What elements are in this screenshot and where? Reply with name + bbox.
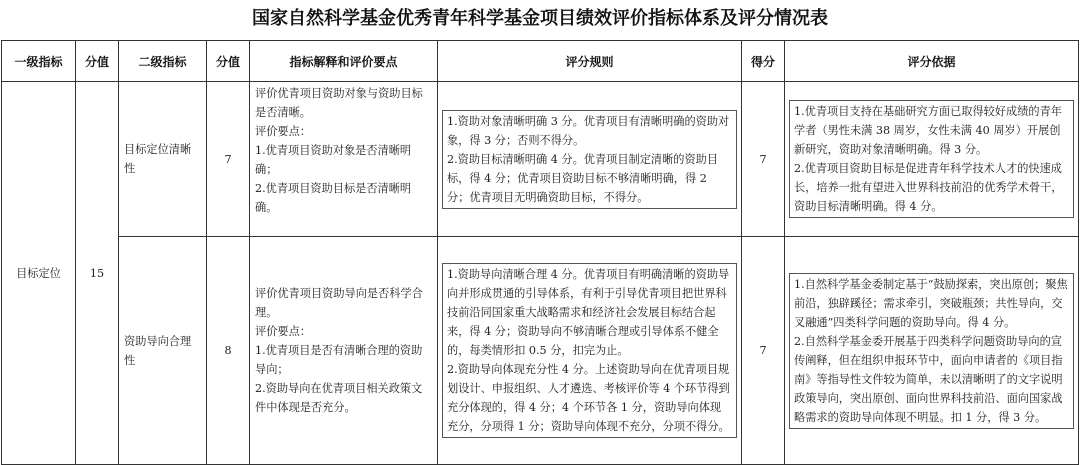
header-obtained: 得分 <box>742 41 785 82</box>
explanation-text: 评价优青项目资助导向是否科学合理。 评价要点： 1.优青项目是否有清晰合理的资助导向； 2.资助导向在优青项目相关政策文件中体现是否充分。 <box>255 287 423 414</box>
header-explanation: 指标解释和评价要点 <box>250 41 438 82</box>
explanation-cell <box>250 82 438 237</box>
rules-text: 1.资助导向清晰合理 4 分。优青项目有明确清晰的资助导向并形成贯通的引导体系，有利于引导优青项目把世界科技前沿同国家重大战略需求和经济社会发展目标结合起来，得 4 分；资助导向不够清晰合理或引导体系不健全的，每类情形扣 0.5 分，扣完为止。 2.资助导向体现充分性 4 分。上述资助导向在优青项目规划设计、申报组织、人才遴选、考核评价等 4 个环节得到充分体现的，得 4 分；4 个环节各 1 分，资助导向体现充分，分项得 1 分；资助导向体现不充分，分项不得分。 <box>442 263 737 438</box>
header-first-level: 一级指标 <box>2 41 76 82</box>
obtained-score: 7 <box>742 82 785 237</box>
basis-cell <box>785 82 1079 237</box>
header-score-2: 分值 <box>207 41 250 82</box>
obtained-score: 7 <box>742 237 785 465</box>
explanation-text: 评价优青项目资助对象与资助目标是否清晰。 评价要点： 1.优青项目资助对象是否清晰明确； 2.优青项目资助目标是否清晰明确。 <box>255 87 423 214</box>
header-row <box>2 41 1079 82</box>
table-row <box>2 237 1079 465</box>
first-level-name: 目标定位 <box>2 82 76 465</box>
explanation-cell <box>250 237 438 465</box>
header-rules: 评分规则 <box>438 41 742 82</box>
second-level-name: 资助导向合理性 <box>119 237 207 465</box>
basis-text: 1.优青项目支持在基础研究方面已取得较好成绩的青年学者（男性未满 38 周岁，女性未满 40 周岁）开展创新研究，资助对象清晰明确。得 3 分。 2.优青项目资助目标是促进青年科学技术人才的快速成长，培养一批有望进入世界科技前沿的优秀学术骨干，资助目标清晰明确。得 4 分。 <box>789 100 1074 218</box>
second-level-score: 8 <box>207 237 250 465</box>
header-score-1: 分值 <box>76 41 119 82</box>
first-level-score: 15 <box>76 82 119 465</box>
header-second-level: 二级指标 <box>119 41 207 82</box>
basis-text: 1.自然科学基金委制定基于“鼓励探索，突出原创；聚焦前沿，独辟蹊径；需求牵引，突破瓶颈；共性导向，交叉融通”四类科学问题的资助导向。得 4 分。 2.自然科学基金委开展基于四类科学问题资助导向的宣传阐释，但在组织申报环节中，面向申请者的《项目指南》等指导性文件较为简单，未以清晰明了的文字说明政策导向，突出原创、面向世界科技前沿、面向国家战略需求的资助导向体现不明显。扣 1 分，得 3 分。 <box>789 273 1074 429</box>
header-basis: 评分依据 <box>785 41 1079 82</box>
second-level-score: 7 <box>207 82 250 237</box>
evaluation-table <box>1 40 1079 465</box>
rules-text: 1.资助对象清晰明确 3 分。优青项目有清晰明确的资助对象，得 3 分；否则不得分。 2.资助目标清晰明确 4 分。优青项目制定清晰的资助目标，得 4 分；优青项目资助目标不够清晰明确，得 2 分；优青项目无明确资助目标，不得分。 <box>442 110 737 209</box>
rules-cell <box>438 82 742 237</box>
second-level-name: 目标定位清晰性 <box>119 82 207 237</box>
basis-cell <box>785 237 1079 465</box>
rules-cell <box>438 237 742 465</box>
page-title: 国家自然科学基金优秀青年科学基金项目绩效评价指标体系及评分情况表 <box>252 8 828 29</box>
table-row <box>2 82 1079 237</box>
